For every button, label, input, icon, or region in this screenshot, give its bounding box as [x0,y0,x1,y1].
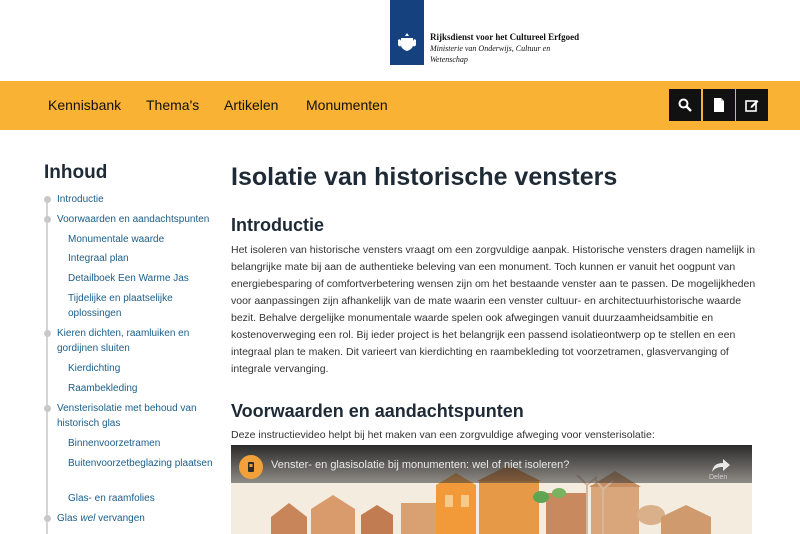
main-content [231,162,761,441]
toc-bullet [44,330,51,337]
toc-item-glas-raamfolies[interactable]: Glas- en raamfolies [68,493,155,504]
toc-item-buitenvoorzetbeglazing[interactable]: Buitenvoorzetbeglazing plaatsen [68,458,213,469]
section-heading-introductie: Introductie [231,215,324,235]
channel-icon[interactable] [239,455,263,479]
toc-item-vensterisolatie[interactable] [57,401,217,431]
video-intro-text: Deze instructievideo helpt bij het maken van een zorgvuldige afweging voor vensterisolatie: [231,429,655,441]
toc-item-introductie[interactable] [57,192,217,207]
intro-paragraph: Het isoleren van historische vensters vraagt om een zorgvuldige aanpak. Historische vensters dragen namelijk in belangrijke mate bij aan de authentieke beleving van een monument. Toch kunnen er vanuit het oogpunt van energiebesparing of comfortverbetering wensen zijn om het bestaande venster aan te passen. De mogelijkheden voor aanpassingen zijn afhankelijk van de mate waarin een venster cultuur- en architectuurhistorische waarde bezit. Behalve dergelijke monumentale waarde spelen ook afwegingen vanuit duurzaamheidsambitie en kostenoverweging een rol. Bij ieder project is het belangrijk een passend isolatieontwerp op te stellen en een integraal plan te maken. Dit varieert van kierdichting en raambekleding tot voorzetramen, glasvervanging of integrale vervanging. [231,244,756,375]
toc-item-label-start: Glas [57,513,81,524]
toc-item-label: Voorwaarden en aandachtspunten [57,214,210,225]
nav-monumenten[interactable]: Monumenten [306,97,388,113]
site-header [0,0,800,81]
toc-item-label-emphasis: wel [80,513,96,524]
edit-button[interactable] [736,89,768,121]
logo-text [430,32,630,65]
toc-item-binnenvoorzetramen[interactable]: Binnenvoorzetramen [68,438,161,449]
toc-bullet [44,196,51,203]
document-button[interactable] [703,89,735,121]
toc-bullet [44,216,51,223]
search-button[interactable] [669,89,701,121]
table-of-contents [44,162,214,524]
document-icon [713,98,725,112]
video-title[interactable]: Venster- en glasisolatie bij monumenten: wel of niet isoleren? [271,459,570,471]
nav-themas[interactable]: Thema's [146,97,200,113]
toc-item-raambekleding[interactable]: Raambekleding [68,383,138,394]
nav-artikelen[interactable]: Artikelen [224,97,279,113]
toc-item-detailboek[interactable]: Detailboek Een Warme Jas [68,273,189,284]
rijksoverheid-logo[interactable] [390,0,424,65]
toc-item-label: Vensterisolatie met behoud van historisch glas [57,403,197,429]
edit-icon [745,98,759,112]
page-title: Isolatie van historische vensters [231,163,618,191]
org-name: Rijksdienst voor het Cultureel Erfgoed [430,32,580,42]
coat-of-arms-icon [395,30,419,54]
toc-bullet [44,515,51,522]
nav-kennisbank[interactable]: Kennisbank [48,97,122,113]
ministry-name: Ministerie van Onderwijs, Cultuur en Wetenschap [430,44,551,64]
toc-item-voorwaarden[interactable] [57,212,217,227]
section-heading-voorwaarden: Voorwaarden en aandachtspunten [231,401,524,421]
video-player[interactable] [231,445,752,534]
toc-item-label: Introductie [57,194,104,205]
share-label: Delen [709,474,728,481]
toc-title: Inhoud [44,162,108,183]
channel-logo-icon [239,455,263,479]
toc-rail [46,200,48,534]
main-navigation [0,81,800,130]
toc-item-label: Kieren dichten, raamluiken en gordijnen sluiten [57,328,190,354]
search-icon [678,98,692,112]
toc-item-tijdelijke-oplossingen[interactable]: Tijdelijke en plaatselijke oplossingen [68,293,173,319]
toc-item-glas-wel-vervangen[interactable] [57,511,217,526]
toc-item-label-end: vervangen [95,513,145,524]
toc-bullet [44,405,51,412]
toc-item-kierdichting[interactable]: Kierdichting [68,363,121,374]
toc-item-integraal-plan[interactable]: Integraal plan [68,253,129,264]
toc-item-kieren-dichten[interactable] [57,326,217,356]
toc-item-monumentale-waarde[interactable]: Monumentale waarde [68,234,165,245]
